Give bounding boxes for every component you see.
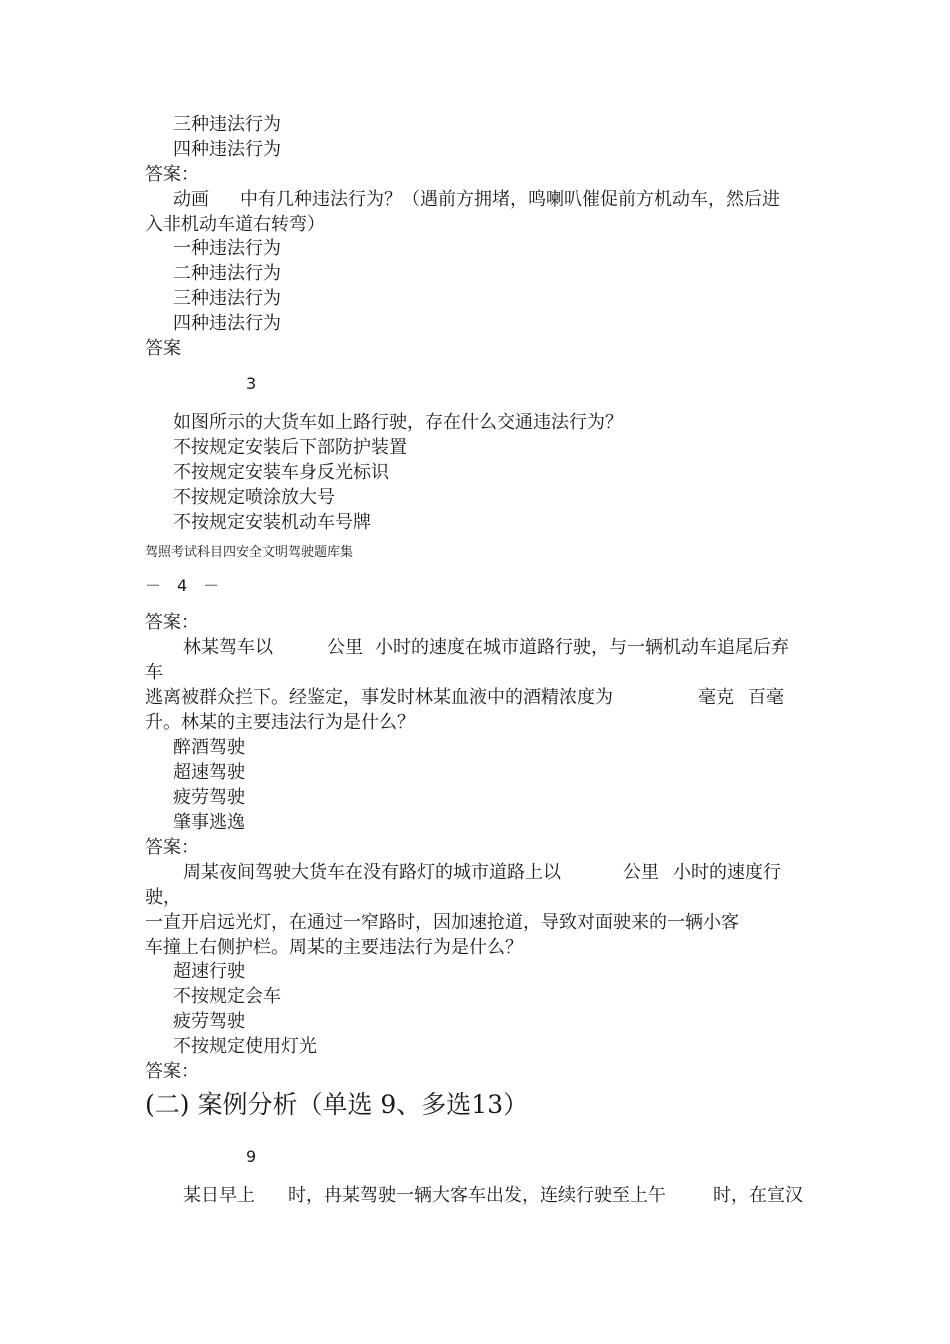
question-text: 中有几种违法行为？（遇前方拥堵，鸣喇叭催促前方机动车，然后进 — [240, 189, 780, 210]
question-text: 公里 — [623, 862, 659, 883]
question-text: 动画 — [173, 189, 209, 210]
answer-label: 答案： — [145, 1061, 199, 1082]
question-text: 升。林某的主要违法行为是什么？ — [145, 712, 415, 733]
option-line: 肇事逃逸 — [173, 812, 245, 833]
option-line: 四种违法行为 — [173, 139, 281, 160]
question-text: 一直开启远光灯，在通过一窄路时，因加速抢道，导致对面驶来的一辆小客 — [145, 912, 739, 933]
answer-label: 答案 — [145, 338, 181, 359]
question-text: 时，冉某驾驶一辆大客车出发，连续行驶至上午 — [288, 1185, 666, 1206]
question-number: 3 — [246, 374, 257, 393]
question-text: 公里 — [327, 637, 363, 658]
option-line: 超速驾驶 — [173, 762, 245, 783]
question-text: 时，在宣汉 — [713, 1185, 803, 1206]
question-text: 林某驾车以 — [183, 637, 273, 658]
question-text: 驶， — [145, 887, 181, 908]
question-number: 9 — [246, 1147, 257, 1166]
answer-label: 答案： — [145, 837, 199, 858]
option-line: 二种违法行为 — [173, 263, 281, 284]
question-text: 某日早上 — [183, 1185, 255, 1206]
option-line: 三种违法行为 — [173, 288, 281, 309]
question-text: 百毫 — [748, 687, 784, 708]
option-line: 一种违法行为 — [173, 238, 281, 259]
question-text: 入非机动车道右转弯） — [145, 214, 325, 235]
option-line: 四种违法行为 — [173, 313, 281, 334]
option-line: 疲劳驾驶 — [173, 1011, 245, 1032]
page-footer-title: 驾照考试科目四安全文明驾驶题库集 — [145, 545, 354, 560]
option-line: 超速行驶 — [173, 961, 245, 982]
question-text: 毫克 — [698, 687, 734, 708]
question-text: 小时的速度行 — [673, 862, 781, 883]
question-text: 车撞上右侧护栏。周某的主要违法行为是什么？ — [145, 937, 523, 958]
option-line: 疲劳驾驶 — [173, 787, 245, 808]
option-line: 醉酒驾驶 — [173, 737, 245, 758]
question-text: 逃离被群众拦下。经鉴定，事发时林某血液中的酒精浓度为 — [145, 687, 613, 708]
question-text: 车 — [145, 662, 163, 683]
option-line: 三种违法行为 — [173, 114, 281, 135]
question-text: 周某夜间驾驶大货车在没有路灯的城市道路上以 — [183, 862, 561, 883]
option-line: 不按规定安装车身反光标识 — [173, 462, 389, 483]
option-line: 不按规定会车 — [173, 986, 281, 1007]
option-line: 不按规定安装机动车号牌 — [173, 512, 371, 533]
question-text: 如图所示的大货车如上路行驶，存在什么交通违法行为？ — [173, 412, 623, 433]
option-line: 不按规定喷涂放大号 — [173, 487, 335, 508]
answer-label: 答案： — [145, 612, 199, 633]
page-number: － 4 － — [145, 576, 220, 595]
answer-label: 答案： — [145, 164, 199, 185]
option-line: 不按规定安装后下部防护装置 — [173, 437, 407, 458]
option-line: 不按规定使用灯光 — [173, 1036, 317, 1057]
section-heading: (二) 案例分析（单选 9、多选13） — [145, 1090, 529, 1119]
question-text: 小时的速度在城市道路行驶，与一辆机动车追尾后弃 — [375, 637, 789, 658]
